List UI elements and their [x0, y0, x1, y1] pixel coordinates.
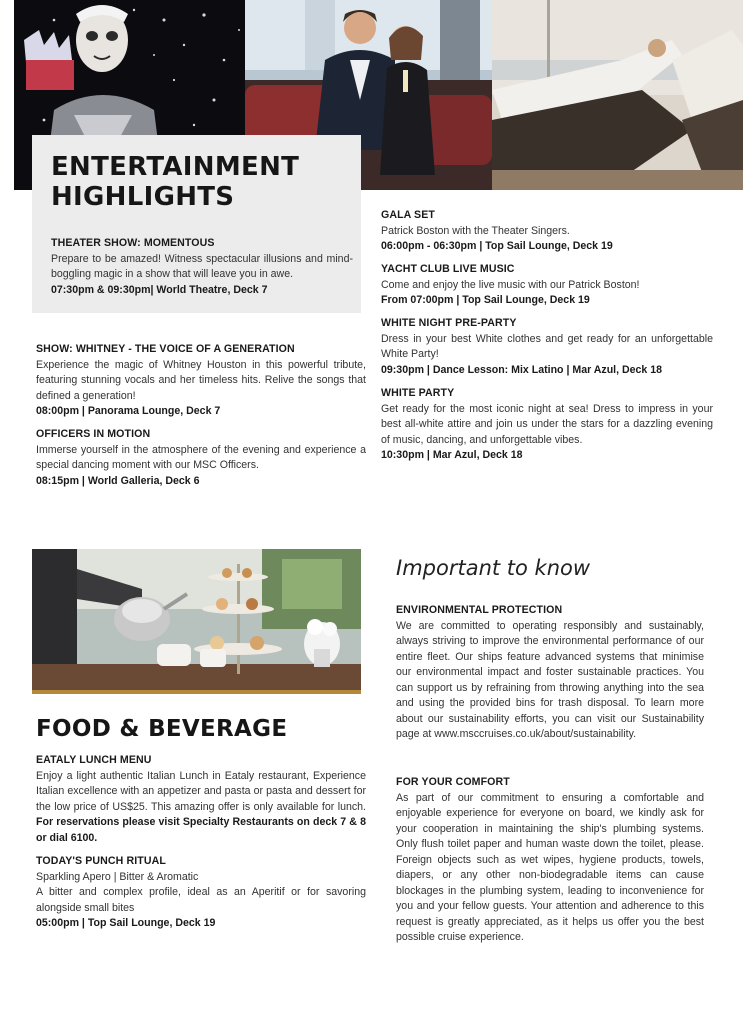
- event-description: Patrick Boston with the Theater Singers.: [381, 224, 570, 237]
- eataly-description-text: Enjoy a light authentic Italian Lunch in Eataly restaurant, Experience Italian excellence with an appetizer and pasta or pasta and dessert for the low price of US$25. This amazing offer is only available for lunch.: [36, 769, 366, 813]
- event-description: Dress in your best White clothes and get ready for an unforgettable White Party!: [381, 332, 713, 360]
- event-description: Prepare to be amazed! Witness spectacular illusions and mind-boggling magic in a show that will leave you in awe.: [51, 252, 353, 280]
- important-title: Important to know: [396, 556, 591, 580]
- environment-text: We are committed to operating responsibly and sustainably, always striving to improve the environmental performance of our entire fleet. Our ships feature advanced systems that minimise our environmental impact and foster sustainable practices. You can support us by refraining from throwing anything into the sea and using the provided bins for trash disposal. To learn more about our sustainability efforts, you can visit our Sustainability page at www.msccruises.co.uk/about/sustainability.: [396, 619, 704, 740]
- event-details: 06:00pm - 06:30pm | Top Sail Lounge, Deck 19: [381, 240, 613, 252]
- event-heading: YACHT CLUB LIVE MUSIC: [381, 263, 515, 275]
- comfort-text: As part of our commitment to ensuring a comfortable and enjoyable experience for everyone on board, we kindly ask for your cooperation in maintaining the ship's plumbing systems. Only flush toilet paper and human waste down the toilet, please. Foreign objects such as wet wipes, hygiene products, towels, diapers, or any other non-biodegradable items can cause blockages in the plumbing system, leading to inconvenience for you and your fellow guests. Your attention and adherence to this request is greatly appreciated, as it helps us offer you the best possible cruise experience.: [396, 791, 704, 943]
- punch-details: 05:00pm | Top Sail Lounge, Deck 19: [36, 917, 216, 929]
- photo-accent-line: [32, 690, 361, 694]
- eataly-heading: EATALY LUNCH MENU: [36, 754, 152, 766]
- environmental-protection: [396, 603, 704, 743]
- event-theater-momentous: [51, 236, 353, 298]
- event-heading: WHITE PARTY: [381, 387, 455, 399]
- event-heading: WHITE NIGHT PRE-PARTY: [381, 317, 517, 329]
- event-officers-in-motion: [36, 427, 366, 489]
- entertainment-title: [51, 152, 351, 212]
- event-whitney: [36, 342, 366, 420]
- event-description: Get ready for the most iconic night at sea! Dress to impress in your best all-white attire and join us under the stars for a dazzling evening of music, dancing, and unforgettable vibes.: [381, 402, 713, 446]
- event-details: 08:15pm | World Galleria, Deck 6: [36, 474, 200, 487]
- punch-description: A bitter and complex profile, ideal as an Aperitif or for savoring alongside small bites: [36, 886, 366, 914]
- eataly-lunch-menu: [36, 753, 366, 846]
- event-heading: THEATER SHOW: MOMENTOUS: [51, 237, 215, 249]
- todays-punch-ritual: [36, 854, 366, 932]
- event-description: Come and enjoy the live music with our Patrick Boston!: [381, 278, 640, 291]
- punch-heading: TODAY'S PUNCH RITUAL: [36, 855, 166, 867]
- eataly-description: [36, 769, 366, 847]
- event-description: Experience the magic of Whitney Houston in this powerful tribute, featuring stunning vocals and her timeless hits. Relive the songs that defined a generation!: [36, 358, 366, 402]
- punch-subtitle: Sparkling Apero | Bitter & Aromatic: [36, 870, 199, 883]
- event-white-party: [381, 386, 713, 464]
- comfort-heading: FOR YOUR COMFORT: [396, 776, 510, 788]
- event-details: 08:00pm | Panorama Lounge, Deck 7: [36, 405, 221, 417]
- event-details: From 07:00pm | Top Sail Lounge, Deck 19: [381, 294, 590, 306]
- eataly-reservation-text: For reservations please visit Specialty Restaurants on deck 7 & 8 or dial 6100.: [36, 816, 366, 844]
- event-details: 07:30pm & 09:30pm| World Theatre, Deck 7: [51, 283, 268, 296]
- event-white-night-pre-party: [381, 316, 713, 378]
- entertainment-title-line1: ENTERTAINMENT: [51, 152, 300, 182]
- afternoon-tea-photo: [32, 549, 361, 692]
- entertainment-title-line2: HIGHLIGHTS: [51, 182, 235, 212]
- event-yacht-club-music: [381, 262, 713, 309]
- event-heading: SHOW: WHITNEY - THE VOICE OF A GENERATION: [36, 343, 295, 355]
- food-beverage-title: FOOD & BEVERAGE: [36, 716, 288, 742]
- event-details: 09:30pm | Dance Lesson: Mix Latino | Mar Azul, Deck 18: [381, 363, 663, 376]
- event-gala-set: [381, 208, 713, 255]
- event-heading: GALA SET: [381, 209, 435, 221]
- for-your-comfort: [396, 775, 704, 946]
- loungers-photo: [492, 0, 743, 190]
- environment-heading: ENVIRONMENTAL PROTECTION: [396, 604, 563, 616]
- event-heading: OFFICERS IN MOTION: [36, 428, 151, 440]
- event-details: 10:30pm | Mar Azul, Deck 18: [381, 449, 523, 461]
- event-description: Immerse yourself in the atmosphere of the evening and experience a special dancing moment with our MSC Officers.: [36, 443, 366, 471]
